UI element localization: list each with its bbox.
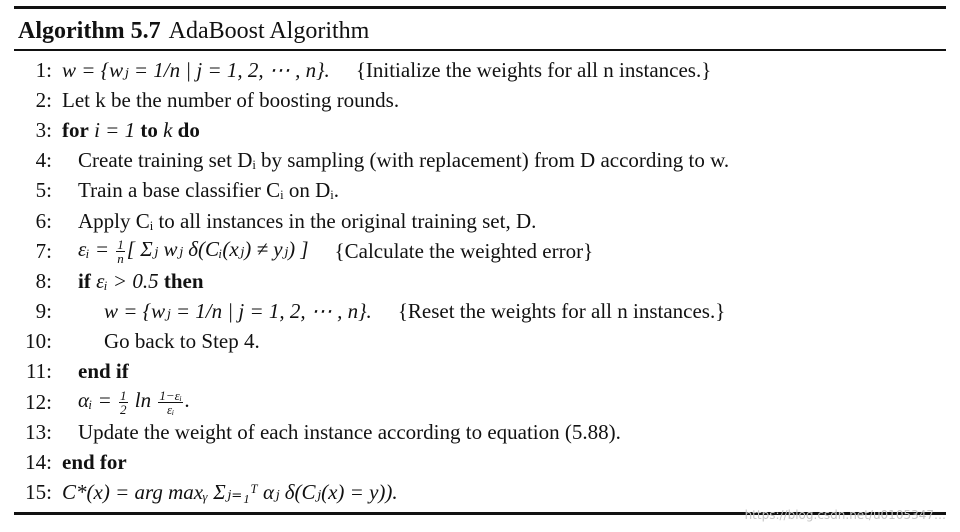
line-number: 6: <box>35 208 52 233</box>
watermark: https://blog.csdn.net/u0105347… <box>744 508 946 522</box>
line-text: w = {wⱼ = 1/n | j = 1, 2, ⋯ , n}. <box>62 57 330 82</box>
line-9 <box>14 297 946 327</box>
top-rule <box>14 6 946 9</box>
line-text: Go back to Step 4. <box>104 329 260 354</box>
line-text: i = 1 <box>88 117 141 142</box>
keyword-then: then <box>163 268 204 293</box>
line-3 <box>14 115 946 145</box>
line-text: [ Σⱼ wⱼ δ(Cᵢ(xⱼ) ≠ yⱼ) ] <box>126 237 309 262</box>
line-number: 10: <box>25 329 52 354</box>
line-comment: {Initialize the weights for all n instances.} <box>355 57 712 82</box>
line-text: k <box>157 117 178 142</box>
keyword-for: for <box>62 117 89 142</box>
line-14 <box>14 447 946 477</box>
line-4 <box>14 146 946 176</box>
line-11 <box>14 357 946 387</box>
line-comment: {Reset the weights for all n instances.} <box>397 299 726 324</box>
line-1 <box>14 55 946 85</box>
line-number: 13: <box>25 419 52 444</box>
algorithm-name: AdaBoost Algorithm <box>168 17 370 44</box>
line-12 <box>14 387 946 417</box>
line-number: 4: <box>35 148 52 173</box>
keyword-do: do <box>177 117 200 142</box>
line-text: C*(x) = arg maxᵧ Σⱼ₌₁ᵀ αⱼ δ(Cⱼ(x) = y)). <box>62 480 398 505</box>
fraction: $\frac{1}{n}$ <box>117 237 124 267</box>
line-5 <box>14 176 946 206</box>
title-rule <box>14 49 946 51</box>
line-number: 3: <box>35 117 52 142</box>
line-number: 2: <box>35 87 52 112</box>
line-text: εᵢ = <box>78 237 115 262</box>
line-text: w = {wⱼ = 1/n | j = 1, 2, ⋯ , n}. <box>104 299 372 324</box>
keyword-to: to <box>140 117 158 142</box>
line-number: 12: <box>25 389 52 414</box>
line-text: Train a base classifier Cᵢ on Dᵢ. <box>78 178 339 203</box>
line-8 <box>14 266 946 296</box>
line-6 <box>14 206 946 236</box>
line-number: 14: <box>25 450 52 475</box>
line-text: ln <box>129 388 157 413</box>
line-text: Let k be the number of boosting rounds. <box>62 87 400 112</box>
algorithm-lines <box>14 55 946 508</box>
line-13 <box>14 417 946 447</box>
line-text: Create training set Dᵢ by sampling (with replacement) from D according to w. <box>78 148 730 173</box>
line-number: 1: <box>35 57 52 82</box>
line-text: Update the weight of each instance according to equation (5.88). <box>78 419 621 444</box>
fraction: $\frac{\text{1−εᵢ}}{\text{εᵢ}}$ <box>159 388 182 417</box>
keyword-end-for: end for <box>62 450 127 475</box>
line-number: 15: <box>25 480 52 505</box>
line-number: 5: <box>35 178 52 203</box>
line-text: Apply Cᵢ to all instances in the original training set, D. <box>78 208 537 233</box>
algorithm-label: Algorithm 5.7 <box>18 17 161 44</box>
line-2 <box>14 85 946 115</box>
line-number: 8: <box>35 268 52 293</box>
line-comment: {Calculate the weighted error} <box>334 238 594 263</box>
line-number: 7: <box>35 238 52 263</box>
line-10 <box>14 327 946 357</box>
keyword-if: if <box>78 268 91 293</box>
line-number: 9: <box>35 299 52 324</box>
fraction: $\frac{1}{2}$ <box>120 388 127 417</box>
line-number: 11: <box>25 359 52 384</box>
algorithm-title <box>14 13 946 49</box>
line-text: αᵢ = <box>78 388 118 413</box>
keyword-end-if: end if <box>78 359 129 384</box>
line-15 <box>14 478 946 508</box>
line-7 <box>14 236 946 266</box>
algorithm-box <box>14 6 946 515</box>
line-text: εᵢ > 0.5 <box>90 268 164 293</box>
line-text: . <box>184 388 191 413</box>
